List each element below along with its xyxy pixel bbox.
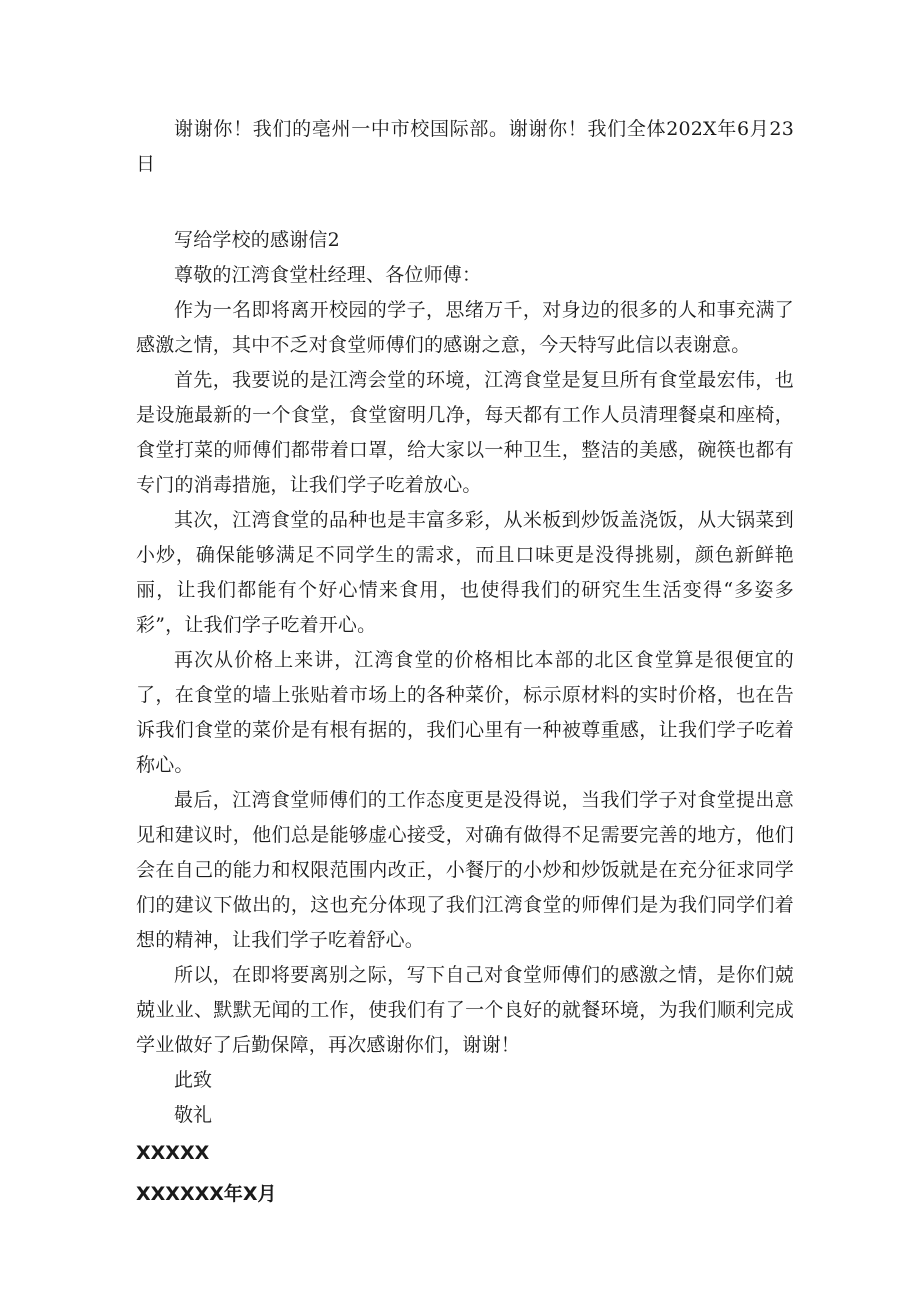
signature-name: XXXXX (136, 1142, 210, 1164)
body-paragraph: 作为一名即将离开校园的学子，思绪万千，对身边的很多的人和事充满了感激之情，其中不乏对食堂师傅们的感谢之意，今天特写此信以表谢意。 (136, 299, 794, 356)
intro-paragraph: 谢谢你！我们的亳州一中市校国际部。谢谢你！我们全体202X年6月23日 (136, 118, 794, 175)
closing-line: 此致 (174, 1069, 213, 1091)
document-page (136, 112, 794, 1212)
section-title: 写给学校的感谢信2 (174, 229, 340, 251)
body-paragraph: 最后，江湾食堂师傅们的工作态度更是没得说，当我们学子对食堂提出意见和建议时，他们总是能够虚心接受，对确有做得不足需要完善的地方，他们会在自己的能力和权限范围内改正，小餐厅的小炒和炒饭就是在充分征求同学们的建议下做出的，这也充分体现了我们江湾食堂的师俾们是为我们同学们着想的精神，让我们学子吃着舒心。 (136, 789, 794, 951)
signature-date: XXXXXX年X月 (136, 1183, 277, 1205)
body-paragraph: 再次从价格上来讲，江湾食堂的价格相比本部的北区食堂算是很便宜的了，在食堂的墙上张贴着市场上的各种菜价，标示原材料的实时价格，也在告诉我们食堂的菜价是有根有据的，我们心里有一种被尊重感，让我们学子吃着称心。 (136, 649, 794, 776)
body-paragraph: 所以，在即将要离别之际，写下自己对食堂师傅们的感激之情，是你们兢兢业业、默默无闻的工作，使我们有了一个良好的就餐环境，为我们顺利完成学业做好了后勤保障，再次感谢你们，谢谢！ (136, 964, 794, 1056)
greeting: 尊敬的江湾食堂杜经理、各位师傅： (174, 264, 482, 286)
body-paragraph: 其次，江湾食堂的品种也是丰富多彩，从米板到炒饭盖浇饭，从大锅菜到小炒，确保能够满足不同学生的需求，而且口味更是没得挑剔，颜色新鲜艳丽，让我们都能有个好心情来食用，也使得我们的研究生生活变得“多姿多彩”，让我们学子吃着开心。 (136, 509, 794, 636)
body-paragraph: 首先，我要说的是江湾会堂的环境，江湾食堂是复旦所有食堂最宏伟，也是设施最新的一个食堂，食堂窗明几净，每天都有工作人员清理餐桌和座椅，食堂打菜的师傅们都带着口罩，给大家以一种卫生，整洁的美感，碗筷也都有专门的消毒措施，让我们学子吃着放心。 (136, 369, 794, 496)
closing-salutation: 敬礼 (174, 1104, 213, 1126)
